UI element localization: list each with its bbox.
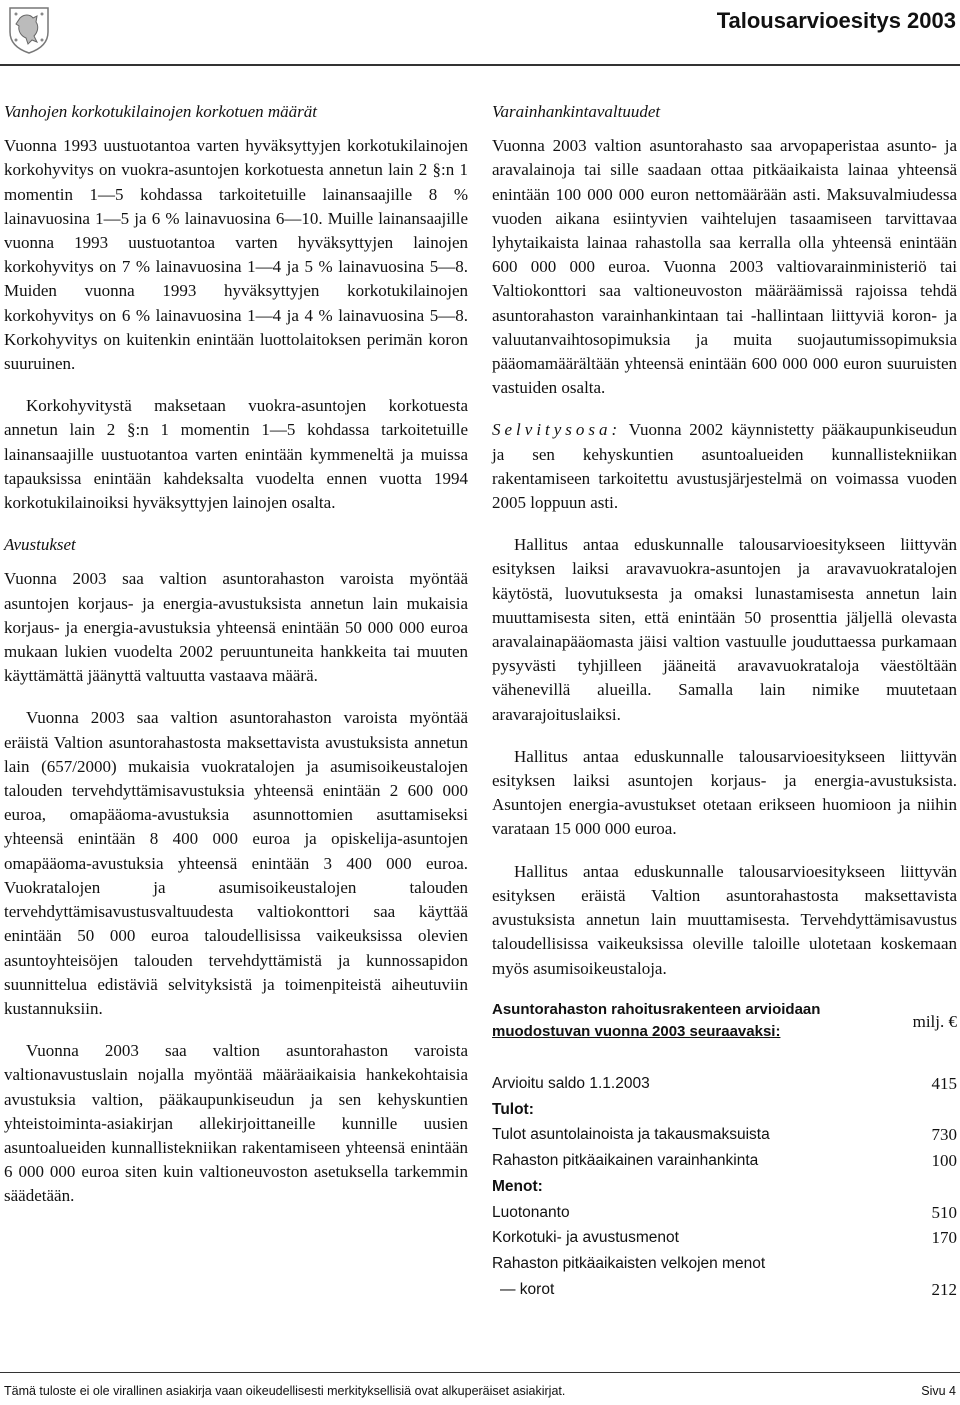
row-label: Tulot: xyxy=(492,1100,534,1118)
section-heading-varainhankinta: Varainhankintavaltuudet xyxy=(492,102,661,121)
table-row xyxy=(492,1225,957,1251)
row-value: 730 xyxy=(931,1125,957,1145)
paragraph: Vuonna 2003 saa valtion asuntorahaston varoista myöntää eräistä Valtion asuntorahastosta maksettavista avustuksista annetun lain (657/2000) mukaisia vuokratalojen ja asumisoikeustalojen talouden tervehdyttämisavustuksia yhteensä enintään 2 600 000 euroa, omapääoma-avustuksia asunnottomien asuttamiseksi yhteensä enintään 8 400 000 euroa ja opiskelija-asuntojen omapääoma-avustuksia yhteensä enintään 3 400 000 euroa. Vuokratalojen ja asumisoikeustalojen talouden tervehdyttämisavustusvaltuudesta valtiokonttori saa käyttää enintään 50 000 euroa taloudellisissa vaikeuksissa olevien asuntoyhteisöjen talouden tervehdyttämistä ja kunnossapidon suunnittelua edistäviä selvityksistä ja toimenpiteistä aiheutuviin kustannuksiin. xyxy=(4,708,468,1018)
table-row xyxy=(492,1174,957,1200)
row-label: Korkotuki- ja avustusmenot xyxy=(492,1229,679,1247)
document-title: Talousarvioesitys 2003 xyxy=(716,8,956,33)
selvitysosa-label: Selvitysosa: xyxy=(492,420,622,440)
paragraph: Hallitus antaa eduskunnalle talousarvioesitykseen liittyvän esityksen laiksi asuntojen korjaus- ja energia-avustuksista. Asuntojen energia-avustukset otetaan erikseen huomioon ja niihin varataan 15 000 000 euroa. xyxy=(492,746,957,839)
table-row xyxy=(492,1200,957,1226)
row-value: 100 xyxy=(931,1151,957,1171)
paragraph xyxy=(492,418,957,515)
paragraph: Hallitus antaa eduskunnalle talousarvioesitykseen liittyvän esityksen eräistä Valtion asuntorahastosta maksettavista avustuksista annetun lain muuttamisesta. Tervehdyttämisavustus taloudellisissa vaikeuksissa oleville taloille ulotetaan koskemaan myös asumisoikeustaloja. xyxy=(492,861,957,978)
footer-divider xyxy=(0,1372,960,1373)
row-label: — korot xyxy=(500,1281,555,1299)
row-label: Rahaston pitkäaikaisten velkojen menot xyxy=(492,1255,766,1273)
row-value: 415 xyxy=(931,1073,957,1093)
table-header xyxy=(492,999,957,1045)
selvitysosa-text: Vuonna 2002 käynnistetty pääkaupunkiseudun ja sen kehyskuntien asuntoalueiden kunnallistekniikan rakentamiseen tarkoitettu avustusjärjestelmä on voimassa vuoden 2005 loppuun asti. xyxy=(492,420,958,513)
table-row xyxy=(492,1251,957,1277)
paragraph: Vuonna 2003 saa valtion asuntorahaston varoista valtionavustuslain nojalla myöntää määräaikaisia hankekohtaisia avustuksia valtion, pääkaupunkiseudun ja sen kehyskuntien yhteistoiminta-asiakirjan allekirjoittaneille kunnille uusien asuntoalueiden kunnallistekniikan rakentamiseen yhteensä enintään 6 000 000 euroa siten kuin valtioneuvoston asetuksella tarkemmin säädetään. xyxy=(4,1041,468,1206)
row-label: Tulot asuntolainoista ja takausmaksuista xyxy=(492,1126,770,1144)
page-number: Sivu 4 xyxy=(921,1384,956,1398)
coat-of-arms-logo xyxy=(4,4,54,54)
left-column xyxy=(4,100,468,1227)
row-label: Menot: xyxy=(492,1177,543,1195)
paragraph: Hallitus antaa eduskunnalle talousarvioesitykseen liittyvän esityksen laiksi aravavuokra-asuntojen ja aravavuokratalojen käytöstä, luovutuksesta ja omaksi lunastamisesta annetun lain muuttamisesta siten, että enintään 50 prosenttia jäljellä olevasta aravalainapääomasta jäisi valtion vastuulle jouduttaessa purkamaan pysyvästi tyhjilleen jääneitä aravavuokrataloja väestöltään vähenevillä alueilla. Samalla lain nimike muutetaan aravarajoituslaiksi. xyxy=(492,535,957,724)
row-value: 170 xyxy=(931,1228,957,1248)
row-value: 510 xyxy=(931,1202,957,1222)
right-column xyxy=(492,100,957,1303)
row-label: Arvioitu saldo 1.1.2003 xyxy=(492,1074,650,1092)
table-row xyxy=(492,1148,957,1174)
table-unit: milj. € xyxy=(912,1011,957,1031)
row-label: Luotonanto xyxy=(492,1203,570,1221)
paragraph: Vuonna 2003 valtion asuntorahasto saa arvopaperistaa asunto- ja aravalainoja tai sille saadaan ottaa pitkäaikaista lainaa yhteensä enintään 100 000 000 euron nettomäärään asti. Maksuvalmiudessa vuoden aikana esiintyvien vaihtelujen tasaamiseen tarvittavaa lyhytaikaista lainaa rahastolla saa kerralla olla yhteensä enintään 600 000 000 euroa. Vuonna 2003 valtiovarainministeriö tai Valtiokonttori saa valtioneuvoston määräämissä rajoissa tehdä asuntorahaston varainhankintaan tai -hallintaan liittyviä koron- ja valuutanvaihtosopimuksia ja muita suojautumissopimuksia pääomamäärältään yhteensä enintään 600 000 000 euron suuruisten vastuiden osalta. xyxy=(492,136,957,398)
table-title-line: muodostuvan vuonna 2003 seuraavaksi: xyxy=(492,1022,781,1040)
row-label: Rahaston pitkäaikainen varainhankinta xyxy=(492,1152,759,1170)
paragraph: Vuonna 2003 saa valtion asuntorahaston varoista myöntää asuntojen korjaus- ja energia-avustuksista annetun lain mukaisia korjaus- ja energia-avustuksia yhteensä enintään 50 000 000 euroa mukaan lukien vuodelta 2002 peruuntuneita hankkeita tai muuten käyttämättä jäänyttä valtuutta vastaava määrä. xyxy=(4,569,468,686)
paragraph: Korkohyvitystä maksetaan vuokra-asuntojen korkotuesta annetun lain 2 §:n 1 momentin 1—5 kohdassa tarkoitetuille lainansaajille uustuotantoa varten enintään kymmeneltä ja muissa tapauksissa enintään kahdeksalta vuodelta ennen vuotta 1994 korkotukilainoiksi hyväksyttyjen lainojen osalta. xyxy=(4,396,468,513)
table-row xyxy=(492,1097,957,1123)
header-divider xyxy=(0,64,960,66)
paragraph: Vuonna 1993 uustuotantoa varten hyväksyttyjen korkotukilainojen korkohyvitys on vuokra-asuntojen korkotuesta annetun lain 2 §:n 1 momentin 1—5 kohdassa tarkoitetuille lainansaajille 8 % lainavuosina 1—5 ja 6 % lainavuosina 6—10. Muille lainansaajille vuonna 1993 uustuotantoa varten hyväksyttyjen lainojen korkohyvitys on 7 % lainavuosina 1—4 ja 5 % lainavuosina 5—8. Muiden vuonna 1993 hyväksyttyjen korkotukilainojen korkohyvitys on 6 % lainavuosina 1—4 ja 4 % lainavuosina 5—8. Korkohyvitys on kuitenkin enintään luottolaitoksen perimän koron suuruinen. xyxy=(4,136,468,374)
section-heading-avustukset: Avustukset xyxy=(4,535,76,555)
table-title xyxy=(492,999,820,1043)
table-title-line: Asuntorahaston rahoitusrakenteen arvioidaan xyxy=(492,1000,821,1018)
table-row xyxy=(492,1122,957,1148)
section-heading-korkotuki: Vanhojen korkotukilainojen korkotuen määrät xyxy=(4,102,318,121)
table-rows xyxy=(492,1071,957,1303)
row-value: 212 xyxy=(931,1280,957,1300)
table-row xyxy=(492,1277,957,1303)
table-row xyxy=(492,1071,957,1097)
funding-table xyxy=(492,999,957,1303)
footer-disclaimer: Tämä tuloste ei ole virallinen asiakirja vaan oikeudellisesti merkityksellisiä ovat alkuperäiset asiakirjat. xyxy=(4,1384,566,1398)
